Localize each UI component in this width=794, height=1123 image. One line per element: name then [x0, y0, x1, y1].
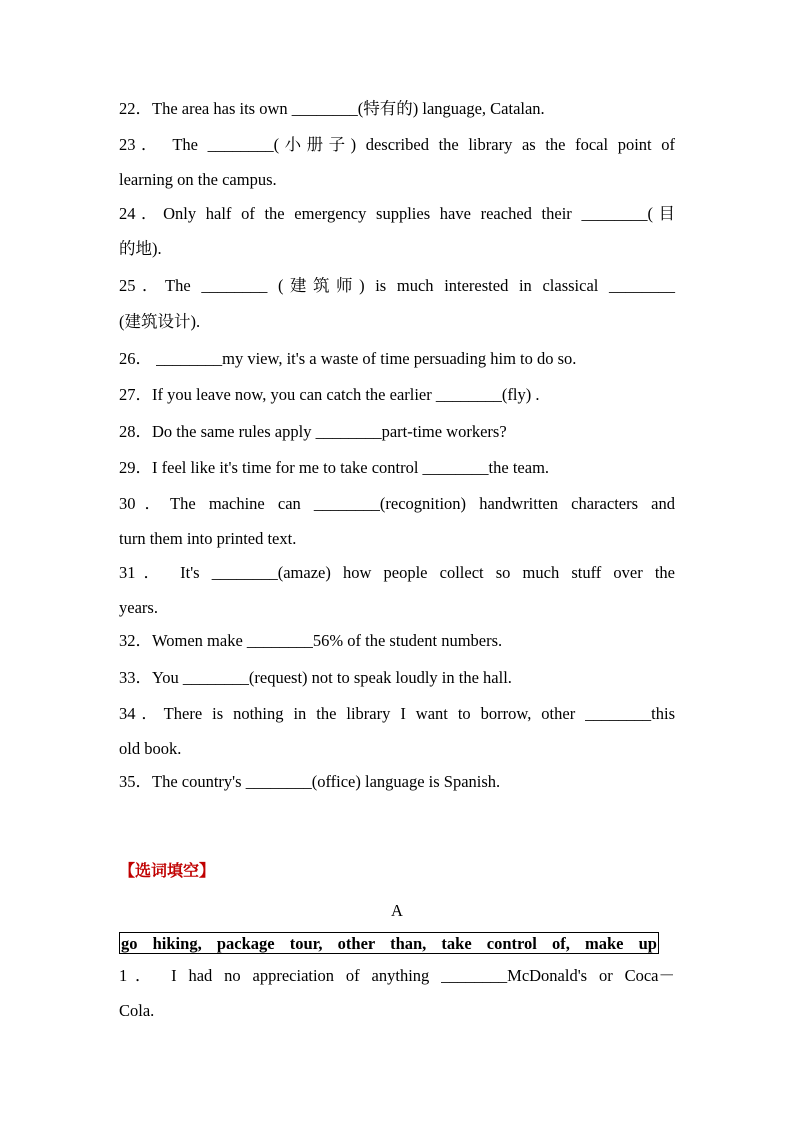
- question-32-line-1: 32．Women make ________56% of the student numbers.: [119, 631, 503, 650]
- question-30-line-1: 30．The machine can ________(recognition) handwritten characters and: [119, 494, 675, 513]
- question-23-line-2: learning on the campus.: [119, 170, 277, 189]
- section-question-1-line-1: 1． I had no appreciation of anything ________McDonald's or Coca－: [119, 966, 675, 985]
- question-28-line-1: 28．Do the same rules apply ________part-time workers?: [119, 422, 507, 441]
- question-24-line-1: 24．Only half of the emergency supplies have reached their ________(目: [119, 204, 675, 223]
- question-27-line-1: 27．If you leave now, you can catch the earlier ________(fly) .: [119, 385, 540, 404]
- section-title: 【选词填空】: [119, 861, 216, 880]
- question-23-line-1: 23． The ________(小册子) described the library as the focal point of: [119, 135, 675, 154]
- question-29-line-1: 29．I feel like it's time for me to take control ________the team.: [119, 458, 550, 477]
- question-34-line-2: old book.: [119, 739, 182, 758]
- question-26-line-1: 26． ________my view, it's a waste of time persuading him to do so.: [119, 349, 577, 368]
- question-25-line-2: (建筑设计).: [119, 312, 201, 331]
- section-question-1-line-2: Cola.: [119, 1001, 155, 1020]
- question-35-line-1: 35．The country's ________(office) language is Spanish.: [119, 772, 501, 791]
- word-bank-box: go hiking, package tour, other than, take control of, make up: [121, 934, 657, 953]
- part-label: A: [391, 901, 403, 920]
- question-25-line-1: 25．The ________ (建筑师) is much interested in classical ________: [119, 276, 675, 295]
- question-24-line-2: 的地).: [119, 239, 162, 258]
- question-31-line-1: 31． It's ________(amaze) how people collect so much stuff over the: [119, 563, 675, 582]
- question-30-line-2: turn them into printed text.: [119, 529, 297, 548]
- question-34-line-1: 34．There is nothing in the library I want to borrow, other ________this: [119, 704, 675, 723]
- question-31-line-2: years.: [119, 598, 158, 617]
- question-22-line-1: 22．The area has its own ________(特有的) language, Catalan.: [119, 99, 545, 118]
- question-33-line-1: 33．You ________(request) not to speak loudly in the hall.: [119, 668, 512, 687]
